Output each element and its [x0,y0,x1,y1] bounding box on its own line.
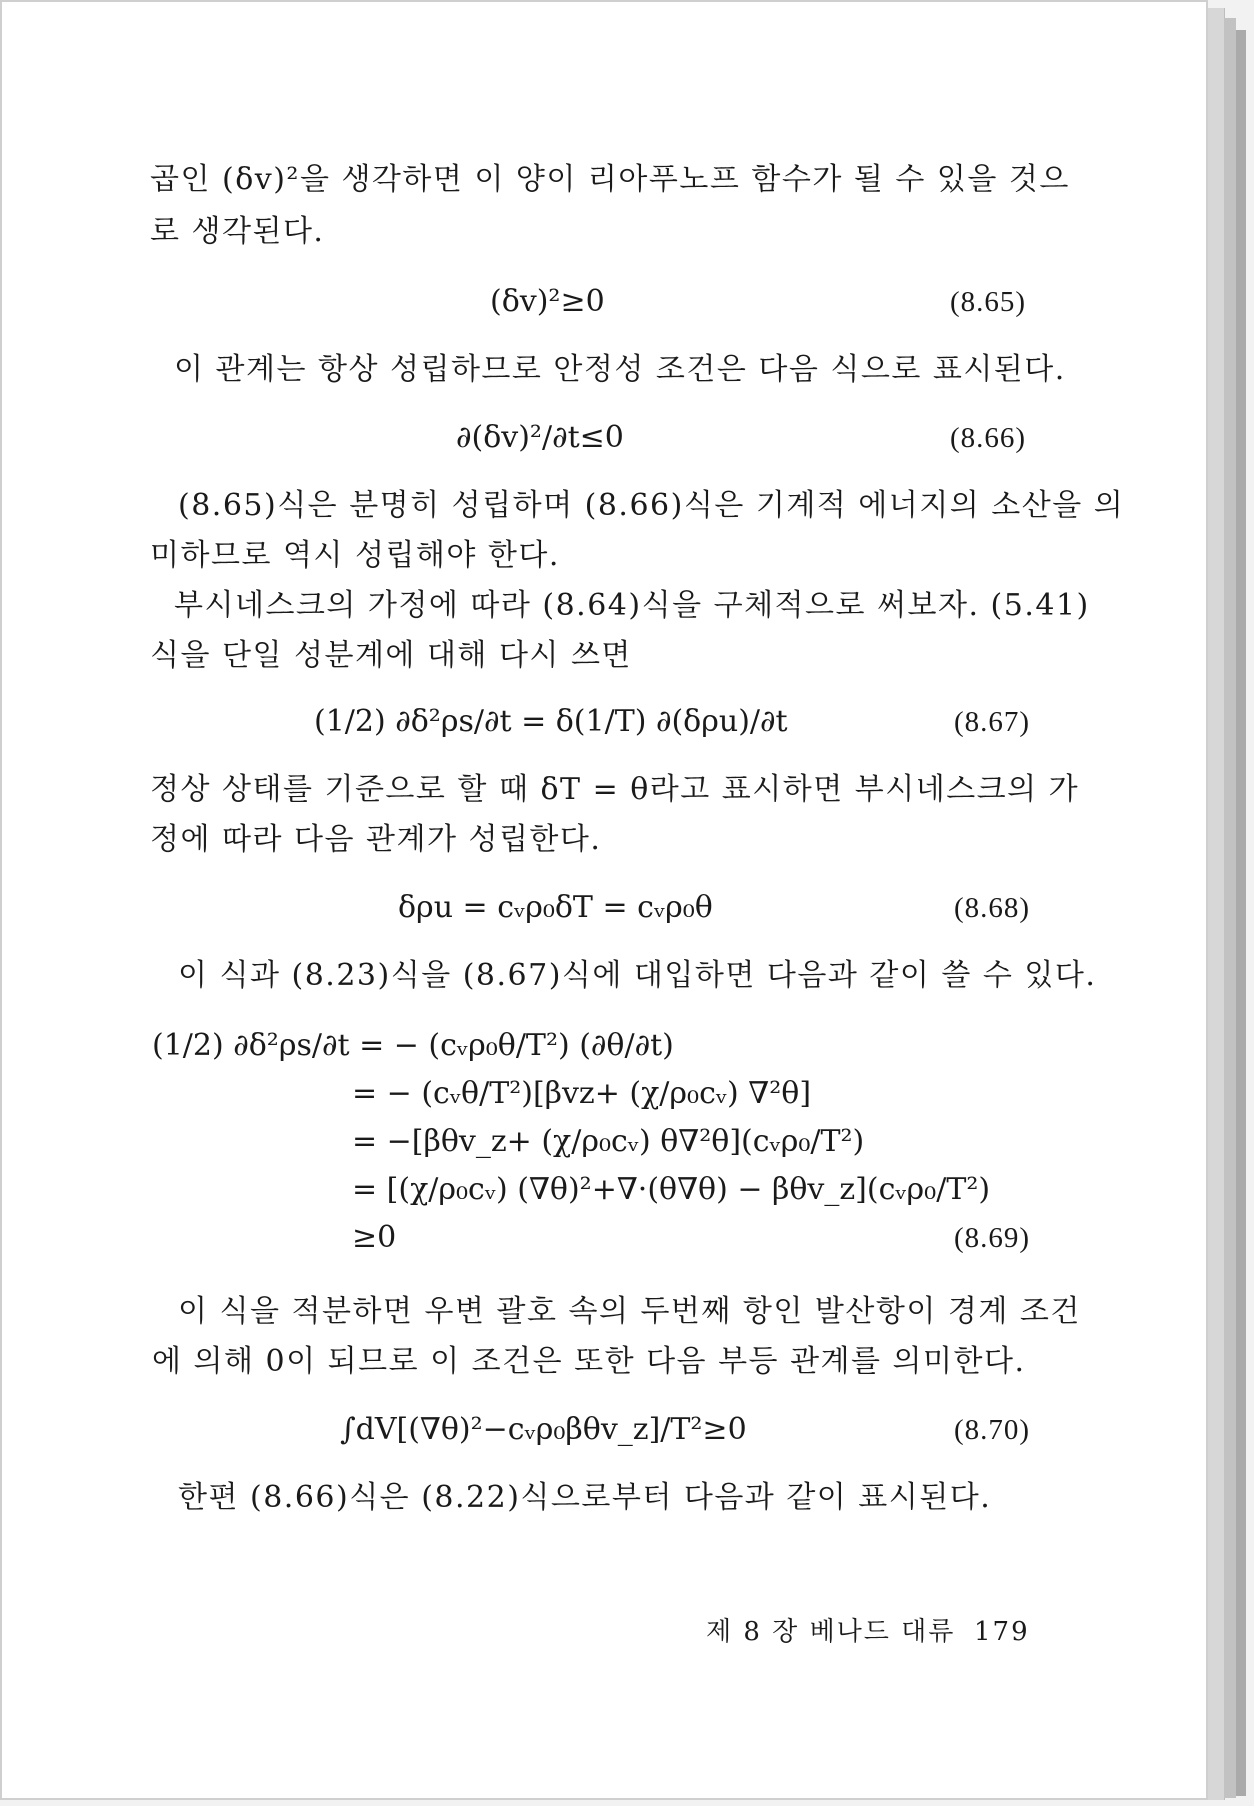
equation-8-66: ∂(δv)²/∂t≤0 [456,420,624,455]
paragraph-line: 한편 (8.66)식은 (8.22)식으로부터 다음과 같이 표시된다. [178,1480,992,1515]
paragraph-line: (8.65)식은 분명히 성립하며 (8.66)식은 기계적 에너지의 소산을 의 [178,488,1125,523]
paragraph-line: 이 식을 적분하면 우변 괄호 속의 두번째 항인 발산항이 경계 조건 [178,1294,1081,1329]
equation-8-69-line: ≥0 [352,1220,397,1255]
equation-8-67: (1/2) ∂δ²ρs/∂t = δ(1/T) ∂(δρu)/∂t [314,704,788,739]
equation-number: (8.70) [954,1414,1031,1446]
equation-8-70: ∫dV[(∇θ)²−cᵥρ₀βθv_z]/T²≥0 [340,1412,747,1447]
equation-8-69-line: (1/2) ∂δ²ρs/∂t = − (cᵥρ₀θ/T²) (∂θ/∂t) [152,1028,674,1063]
equation-number: (8.66) [950,422,1027,454]
paragraph-line: 에 의해 0이 되므로 이 조건은 또한 다음 부등 관계를 의미한다. [152,1344,1026,1379]
page-number: 179 [974,1617,1030,1647]
chapter-title: 제 8 장 베나드 대류 [706,1617,956,1647]
paragraph-line: 로 생각된다. [150,214,325,249]
page-edge [1224,18,1236,1798]
equation-number: (8.68) [954,892,1031,924]
equation-8-65: (δv)²≥0 [490,284,605,319]
equation-number: (8.65) [950,286,1027,318]
equation-number: (8.69) [954,1222,1031,1254]
equation-8-69-line: = − (cᵥθ/T²)[βvz+ (χ/ρ₀cᵥ) ∇²θ] [352,1076,812,1111]
equation-8-69-line: = −[βθv_z+ (χ/ρ₀cᵥ) θ∇²θ](cᵥρ₀/T²) [352,1124,865,1159]
paragraph-line: 정상 상태를 기준으로 할 때 δT = θ라고 표시하면 부시네스크의 가 [150,772,1080,807]
page-edge [1208,8,1225,1800]
equation-number: (8.67) [954,706,1031,738]
paragraph-line: 부시네스크의 가정에 따라 (8.64)식을 구체적으로 써보자. (5.41) [174,588,1090,623]
equation-8-68: δρu = cᵥρ₀δT = cᵥρ₀θ [398,890,713,925]
paragraph-line: 이 관계는 항상 성립하므로 안정성 조건은 다음 식으로 표시된다. [174,352,1066,387]
paragraph-line: 곱인 (δv)²을 생각하면 이 양이 리아푸노프 함수가 될 수 있을 것으 [150,162,1070,197]
equation-8-69-line: = [(χ/ρ₀cᵥ) (∇θ)²+∇·(θ∇θ) − βθv_z](cᵥρ₀/T²) [352,1172,991,1207]
paragraph-line: 식을 단일 성분계에 대해 다시 쓰면 [150,638,632,673]
paragraph-line: 이 식과 (8.23)식을 (8.67)식에 대입하면 다음과 같이 쓸 수 있다. [178,958,1097,993]
paragraph-line: 미하므로 역시 성립해야 한다. [150,538,560,573]
page-edge [1236,30,1246,1796]
paragraph-line: 정에 따라 다음 관계가 성립한다. [150,822,602,857]
